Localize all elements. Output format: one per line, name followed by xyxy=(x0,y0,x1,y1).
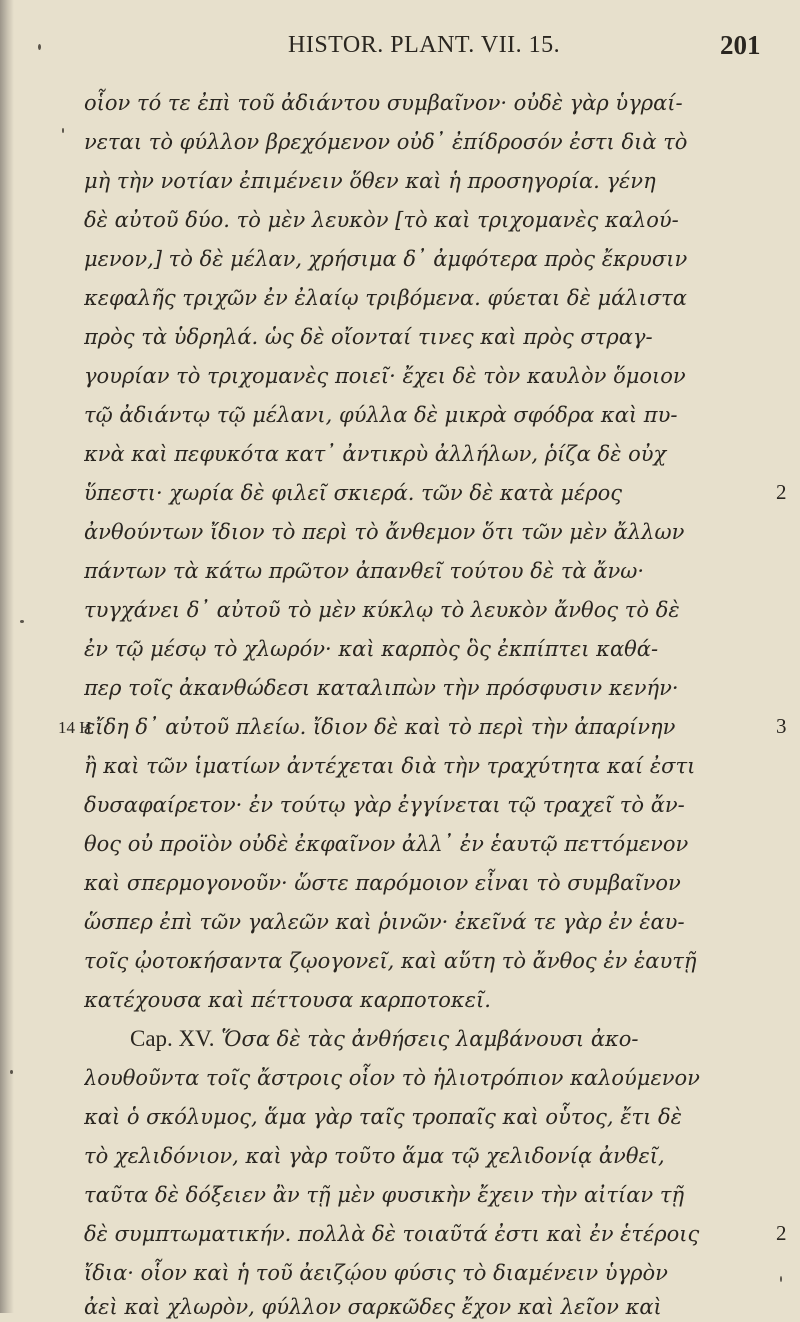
text-line: γουρίαν τὸ τριχομανὲς ποιεῖ· ἔχει δὲ τὸν καυλὸν ὅμοιον xyxy=(84,364,686,388)
text-line: μενον,] τὸ δὲ μέλαν, χρήσιμα δ᾽ ἀμφότερα πρὸς ἔκρυσιν xyxy=(84,247,688,271)
text-line: ὕπεστι· χωρία δὲ φιλεῖ σκιερά. τῶν δὲ κατὰ μέρος xyxy=(84,481,623,505)
text-line: τοῖς ᾠοτοκήσαντα ζῳογονεῖ, καὶ αὕτη τὸ ἄνθος ἐν ἑαυτῇ xyxy=(84,949,697,973)
text-line: Ὅσα δὲ τὰς ἀνθήσεις λαμβάνουσι ἀκο- xyxy=(221,1027,639,1051)
text-line: ἀνθούντων ἴδιον τὸ περὶ τὸ ἄνθεμον ὅτι τῶν μὲν ἄλλων xyxy=(84,520,685,544)
text-line: μὴ τὴν νοτίαν ἐπιμένειν ὅθεν καὶ ἡ προσηγορία. γένη xyxy=(84,169,656,193)
text-line: εἴδη δ᾽ αὐτοῦ πλείω. ἴδιον δὲ καὶ τὸ περὶ τὴν ἀπαρίνην xyxy=(84,715,676,739)
margin-section-number: 3 xyxy=(776,714,787,738)
text-line: καὶ σπερμογονοῦν· ὥστε παρόμοιον εἶναι τὸ συμβαῖνον xyxy=(84,871,681,895)
text-line: τὸ χελιδόνιον, καὶ γὰρ τοῦτο ἅμα τῷ χελιδονίᾳ ἀνθεῖ, xyxy=(84,1144,665,1168)
text-line: τῷ ἀδιάντῳ τῷ μέλανι, φύλλα δὲ μικρὰ σφόδρα καὶ πυ- xyxy=(84,403,678,427)
text-line: ἴδια· οἷον καὶ ἡ τοῦ ἀειζῴου φύσις τὸ διαμένειν ὑγρὸν xyxy=(84,1261,668,1285)
text-line: ὥσπερ ἐπὶ τῶν γαλεῶν καὶ ῥινῶν· ἐκεῖνά τε γὰρ ἐν ἑαυ- xyxy=(84,910,685,934)
paper-speck xyxy=(780,1276,782,1282)
paper-speck xyxy=(62,128,64,133)
text-line: περ τοῖς ἀκανθώδεσι καταλιπὼν τὴν πρόσφυσιν κενήν· xyxy=(84,676,679,700)
running-header: HISTOR. PLANT. VII. 15. xyxy=(288,32,561,58)
text-line: ἀεὶ καὶ χλωρὸν, φύλλον σαρκῶδες ἔχον καὶ λεῖον καὶ xyxy=(84,1295,662,1319)
text-line: οἷον τό τε ἐπὶ τοῦ ἀδιάντου συμβαῖνον· οὐδὲ γὰρ ὑγραί- xyxy=(84,91,683,115)
text-line: κατέχουσα καὶ πέττουσα καρποτοκεῖ. xyxy=(84,988,491,1012)
text-line: πρὸς τὰ ὑδρηλά. ὡς δὲ οἴονταί τινες καὶ πρὸς στραγ- xyxy=(84,325,653,349)
text-line: καὶ ὁ σκόλυμος, ἅμα γὰρ ταῖς τροπαῖς καὶ οὗτος, ἔτι δὲ xyxy=(84,1105,682,1129)
text-line: κεφαλῆς τριχῶν ἐν ἐλαίῳ τριβόμενα. φύεται δὲ μάλιστα xyxy=(84,286,687,310)
text-line: ἐν τῷ μέσῳ τὸ χλωρόν· καὶ καρπὸς ὃς ἐκπίπτει καθά- xyxy=(84,637,659,661)
text-line: ἢ καὶ τῶν ἱματίων ἀντέχεται διὰ τὴν τραχύτητα καί ἐστι xyxy=(84,754,696,778)
paper-speck xyxy=(38,44,41,50)
text-line: λουθοῦντα τοῖς ἄστροις οἷον τὸ ἡλιοτρόπιον καλούμενον xyxy=(84,1066,700,1090)
text-line: κνὰ καὶ πεφυκότα κατ᾽ ἀντικρὺ ἀλλήλων, ῥίζα δὲ οὐχ xyxy=(84,442,667,466)
text-line: δὲ συμπτωματικήν. πολλὰ δὲ τοιαῦτά ἐστι καὶ ἐν ἑτέροις xyxy=(84,1222,700,1246)
margin-section-number: 2 xyxy=(776,1221,787,1245)
chapter-label: Cap. XV. xyxy=(130,1026,215,1051)
chapter-line xyxy=(130,1024,800,1054)
margin-section-number: 2 xyxy=(776,480,787,504)
text-line: δὲ αὐτοῦ δύο. τὸ μὲν λευκὸν [τὸ καὶ τριχομανὲς καλού- xyxy=(84,208,679,232)
text-line: πάντων τὰ κάτω πρῶτον ἀπανθεῖ τούτου δὲ τὰ ἄνω· xyxy=(84,559,645,583)
text-line: ταῦτα δὲ δόξειεν ἂν τῇ μὲν φυσικὴν ἔχειν τὴν αἰτίαν τῇ xyxy=(84,1183,685,1207)
text-line: θος οὐ προϊὸν οὐδὲ ἐκφαῖνον ἀλλ᾽ ἐν ἑαυτῷ πεττόμενον xyxy=(84,832,689,856)
paper-speck xyxy=(20,620,24,623)
page-number: 201 xyxy=(720,30,761,60)
text-line: δυσαφαίρετον· ἐν τούτῳ γὰρ ἐγγίνεται τῷ τραχεῖ τὸ ἄν- xyxy=(84,793,685,817)
margin-reference: 14 H xyxy=(58,718,92,737)
text-line: τυγχάνει δ᾽ αὐτοῦ τὸ μὲν κύκλῳ τὸ λευκὸν ἄνθος τὸ δὲ xyxy=(84,598,680,622)
paper-speck xyxy=(10,1070,13,1074)
text-line: νεται τὸ φύλλον βρεχόμενον οὐδ᾽ ἐπίδροσόν ἐστι διὰ τὸ xyxy=(84,130,688,154)
